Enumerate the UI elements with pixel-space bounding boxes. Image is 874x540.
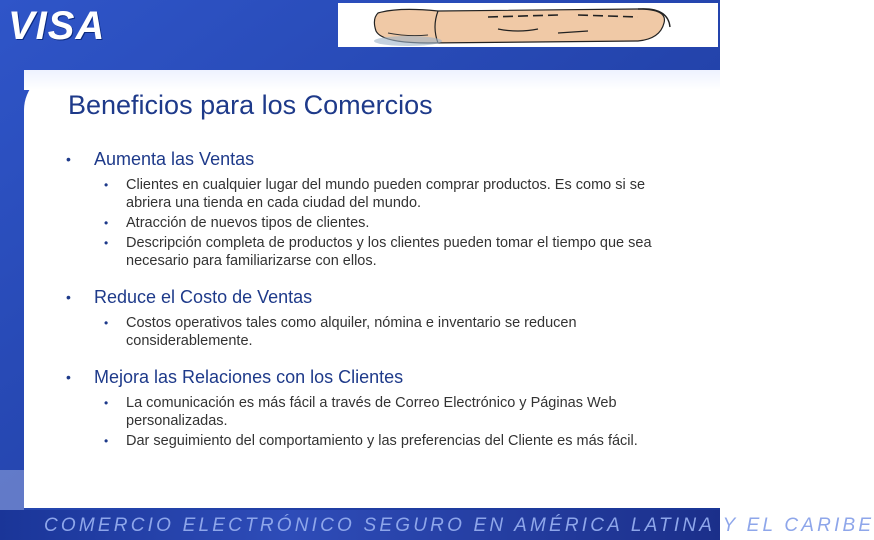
visa-logo: VISA bbox=[8, 4, 106, 48]
bullet-icon: • bbox=[104, 178, 109, 192]
bullet-icon: • bbox=[104, 396, 109, 410]
list-item-text: Dar seguimiento del comportamiento y las preferencias del Cliente es más fácil. bbox=[126, 433, 638, 449]
footer-banner bbox=[0, 510, 874, 540]
bullet-icon: • bbox=[66, 151, 71, 167]
list-item-text: La comunicación es más fácil a través de Correo Electrónico y Páginas Web personalizadas. bbox=[126, 395, 617, 429]
list-item bbox=[60, 394, 690, 430]
section-heading: Mejora las Relaciones con los Clientes bbox=[94, 367, 404, 387]
bullet-icon: • bbox=[104, 316, 109, 330]
footer-text: COMERCIO ELECTRÓNICO SEGURO EN AMÉRICA LATINA Y EL CARIBE bbox=[44, 515, 874, 536]
slide-title: Beneficios para los Comercios bbox=[68, 90, 433, 120]
world-map-illustration bbox=[338, 3, 718, 47]
bullet-icon: • bbox=[104, 236, 109, 250]
bullet-icon: • bbox=[104, 216, 109, 230]
list-item bbox=[60, 432, 690, 450]
bullet-list bbox=[60, 148, 690, 450]
list-item-text: Clientes en cualquier lugar del mundo pueden comprar productos. Es como si se abriera una tienda en cada ciudad del mundo. bbox=[126, 177, 646, 211]
list-item bbox=[60, 234, 690, 270]
bullet-icon: • bbox=[104, 434, 109, 448]
list-item bbox=[60, 314, 690, 350]
list-item bbox=[60, 176, 690, 212]
section-increase-sales bbox=[60, 148, 690, 170]
list-item-text: Descripción completa de productos y los clientes pueden tomar el tiempo que sea necesario para familiarizarse con ellos. bbox=[126, 235, 652, 269]
bullet-icon: • bbox=[66, 369, 71, 385]
list-item bbox=[60, 214, 690, 232]
list-item-text: Costos operativos tales como alquiler, nómina e inventario se reducen considerablemente. bbox=[126, 315, 577, 349]
section-heading: Reduce el Costo de Ventas bbox=[94, 287, 313, 307]
bullet-icon: • bbox=[66, 289, 71, 305]
section-reduce-costs bbox=[60, 286, 690, 308]
list-item-text: Atracción de nuevos tipos de clientes. bbox=[126, 215, 370, 231]
section-heading: Aumenta las Ventas bbox=[94, 149, 255, 169]
section-improve-relations bbox=[60, 366, 690, 388]
